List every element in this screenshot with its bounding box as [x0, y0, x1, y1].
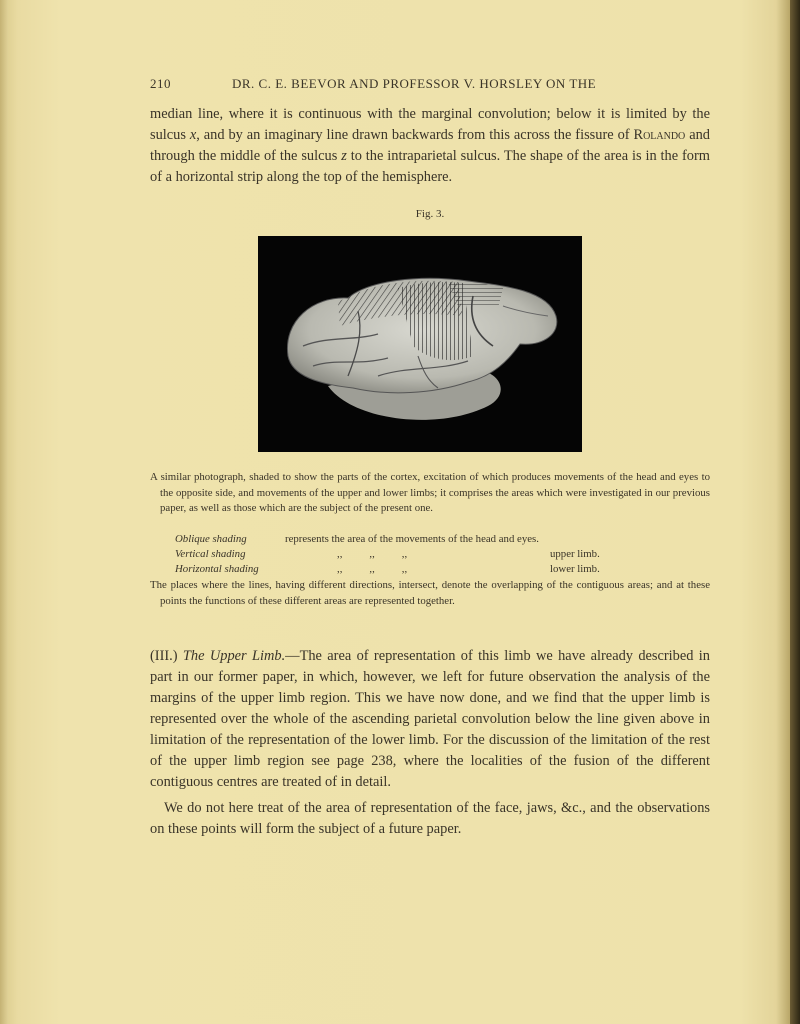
- shading-desc-vertical: upper limb.: [550, 548, 600, 560]
- paragraph-1: [150, 104, 710, 188]
- paragraph-1-part-2: , and by an imaginary line drawn backwards from this across the fissure of: [196, 127, 634, 143]
- shading-legend-horizontal: [175, 562, 695, 577]
- shading-ditto-horizontal: ,, ,, ,,: [337, 563, 408, 575]
- shading-key-oblique: Oblique shading: [175, 533, 247, 545]
- page-left-edge: [0, 0, 8, 1024]
- section-number: (III.): [150, 648, 183, 664]
- page-header: [150, 76, 710, 98]
- sulcus-z: z: [341, 148, 347, 164]
- sulcus-x: x: [189, 127, 197, 143]
- paragraph-1-part-3: and through the middle of the sulcus: [150, 127, 710, 164]
- shading-key-horizontal: Horizontal shading: [175, 563, 259, 575]
- paragraph-face-jaws: We do not here treat of the area of representation of the face, jaws, &c., and the observations on these points will form the subject of a future paper.: [150, 800, 710, 837]
- brain-illustration: [258, 236, 582, 452]
- running-head: DR. C. E. BEEVOR AND PROFESSOR V. HORSLEY ON THE: [232, 76, 597, 91]
- paragraph-1-part-4: to the intraparietal sulcus. The shape of the area is in the form of a horizontal strip along the top of the hemisphere.: [150, 148, 710, 185]
- paragraph-upper-limb: [150, 646, 710, 793]
- section-heading: The Upper Limb.: [182, 648, 286, 664]
- shading-desc-oblique: represents the area of the movements of the head and eyes.: [285, 533, 539, 545]
- figure-label: Fig. 3.: [415, 208, 445, 220]
- figure-caption: A similar photograph, shaded to show the parts of the cortex, excitation of which produces movements of the head and eyes to the opposite side, and movements of the upper and lower limbs; it comprises the areas which were investigated in our previous paper, as well as those which are the subject of the present one.: [150, 471, 710, 514]
- shading-legend-vertical: [175, 547, 695, 562]
- shading-key-vertical: Vertical shading: [175, 548, 246, 560]
- figure-caption-tail: The places where the lines, having different directions, intersect, denote the overlapping of the contiguous areas; and at these points the functions of these different areas are represented together.: [150, 579, 710, 607]
- shading-legend-oblique: [175, 532, 695, 547]
- rolando-name: Rolando: [633, 127, 686, 143]
- section-text: —The area of representation of this limb we have already described in part in our former paper, in which, however, we left for future observation the analysis of the margins of the upper limb region. This we have now done, and we find that the upper limb is represented over the whole of the ascending parietal convolution below the line given above in limitation of the representation of the lower limb. For the discussion of the limitation of the rest of the upper limb region see page 238, where the localities of the fusion of the different contiguous centres are treated of in detail.: [150, 648, 710, 790]
- brain-photograph: [258, 236, 582, 452]
- shading-ditto-vertical: ,, ,, ,,: [337, 548, 408, 560]
- book-binding-edge: [790, 0, 800, 1024]
- paragraph-1-part-1: median line, where it is continuous with the marginal convolution; below it is limited by the sulcus: [150, 106, 710, 143]
- shading-desc-horizontal: lower limb.: [550, 563, 600, 575]
- page-number: 210: [150, 76, 171, 91]
